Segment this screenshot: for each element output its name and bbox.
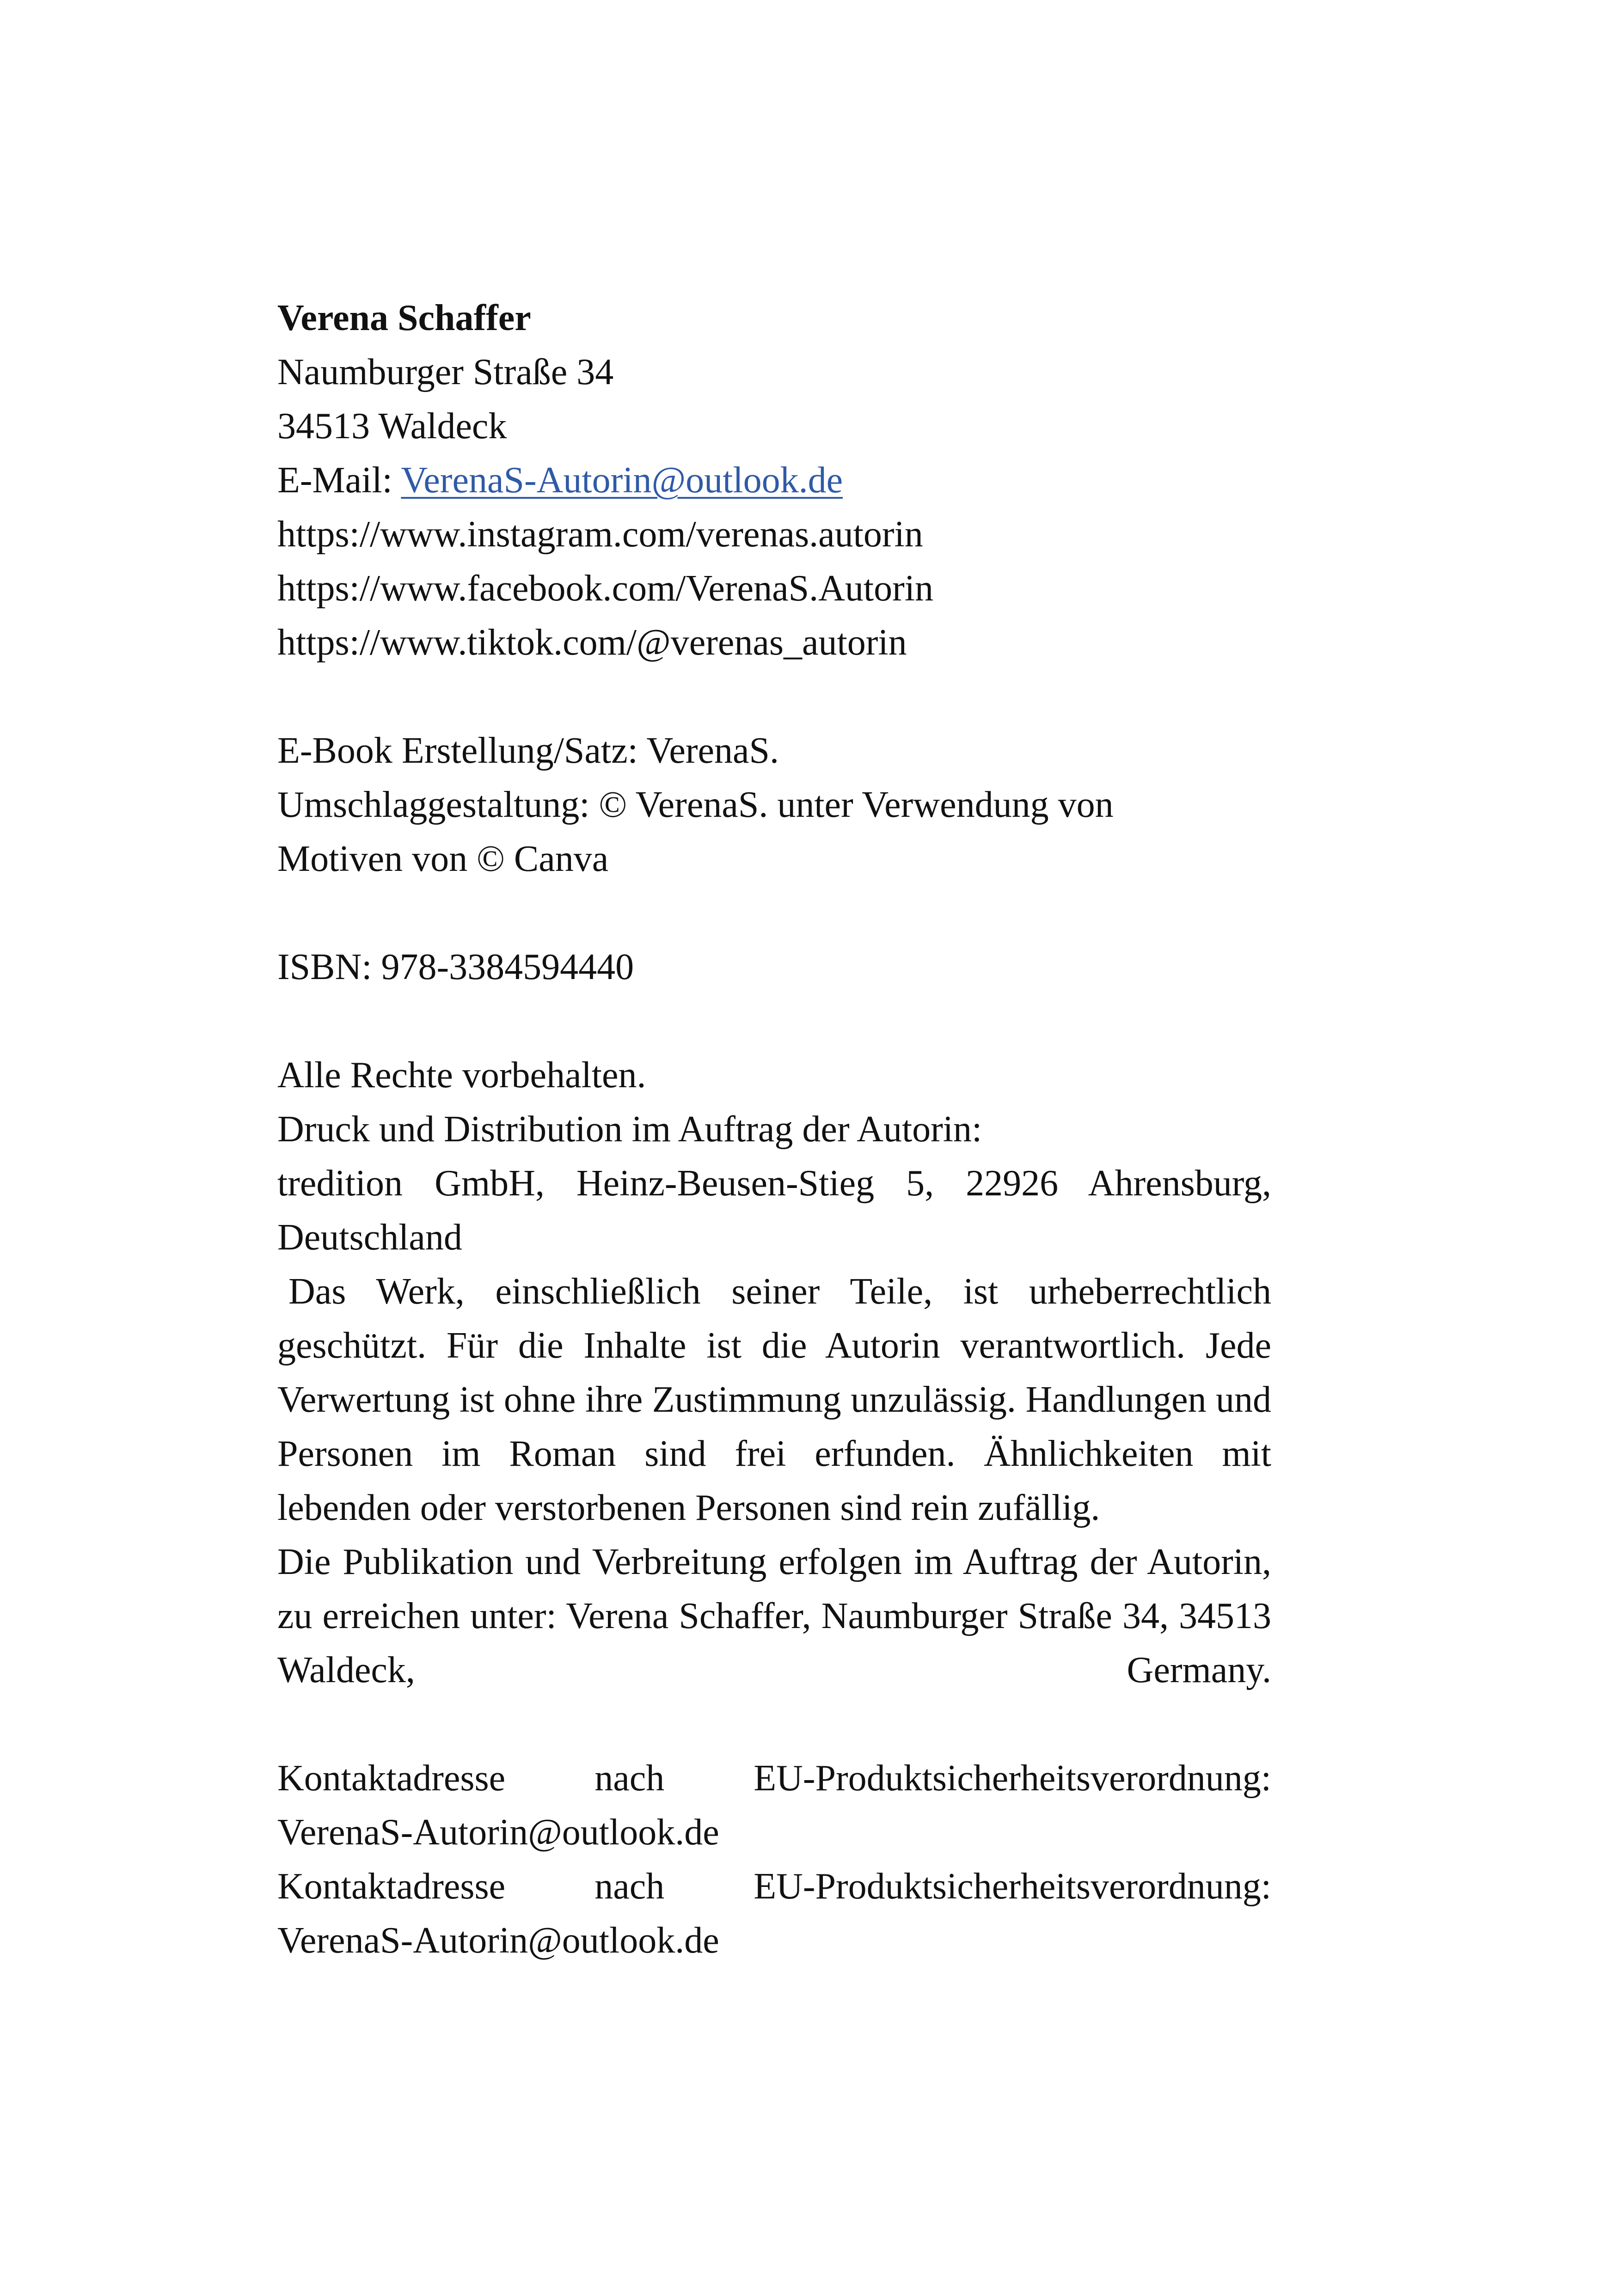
rights-reserved: Alle Rechte vorbehalten. bbox=[277, 1055, 646, 1096]
isbn: ISBN: 978-3384594440 bbox=[277, 947, 634, 987]
contact-label-1: Kontaktadresse nach EU-Produktsicherheitsverordnung: bbox=[277, 1758, 1271, 1799]
ebook-credit: E-Book Erstellung/Satz: VerenaS. bbox=[277, 730, 779, 771]
email-link[interactable]: VerenaS-Autorin@outlook.de bbox=[401, 460, 843, 501]
author-street: Naumburger Straße 34 bbox=[277, 352, 614, 392]
cover-credit-line2: Motiven von © Canva bbox=[277, 839, 609, 879]
contact-label-2: Kontaktadresse nach EU-Produktsicherheitsverordnung: bbox=[277, 1866, 1271, 1907]
imprint-page bbox=[277, 291, 1271, 1968]
facebook-url: https://www.facebook.com/VerenaS.Autorin bbox=[277, 568, 933, 609]
contact-email-1: VerenaS-Autorin@outlook.de bbox=[277, 1812, 719, 1853]
tiktok-url: https://www.tiktok.com/@verenas_autorin bbox=[277, 622, 907, 663]
instagram-url: https://www.instagram.com/verenas.autorin bbox=[277, 514, 923, 555]
contact-email-2: VerenaS-Autorin@outlook.de bbox=[277, 1920, 719, 1961]
spacer bbox=[277, 670, 1271, 724]
spacer bbox=[277, 1697, 1271, 1751]
cover-credit-line1: Umschlaggestaltung: © VerenaS. unter Verwendung von bbox=[277, 784, 1114, 825]
print-distribution-label: Druck und Distribution im Auftrag der Autorin: bbox=[277, 1109, 982, 1150]
spacer bbox=[277, 994, 1271, 1048]
copyright-paragraph: Das Werk, einschließlich seiner Teile, ist urheberrechtlich geschützt. Für die Inhalte ist die Autorin verantwortlich. Jede Verwertung ist ohne ihre Zustimmung unzulässig. Handlungen und Personen im Roman sind frei erfunden. Ähnlichkeiten mit lebenden oder verstorbenen Personen sind rein zufällig. bbox=[277, 1271, 1271, 1528]
email-label: E-Mail: bbox=[277, 460, 392, 501]
publication-paragraph: Die Publikation und Verbreitung erfolgen im Auftrag der Autorin, zu erreichen unter: Verena Schaffer, Naumburger Straße 34, 34513 Waldeck, Germany. bbox=[277, 1542, 1271, 1690]
spacer bbox=[277, 886, 1271, 940]
author-email-line bbox=[277, 453, 1271, 508]
printer-address: tredition GmbH, Heinz-Beusen-Stieg 5, 22926 Ahrensburg, Deutschland bbox=[277, 1163, 1271, 1258]
author-city: 34513 Waldeck bbox=[277, 406, 507, 447]
author-name: Verena Schaffer bbox=[277, 298, 531, 338]
